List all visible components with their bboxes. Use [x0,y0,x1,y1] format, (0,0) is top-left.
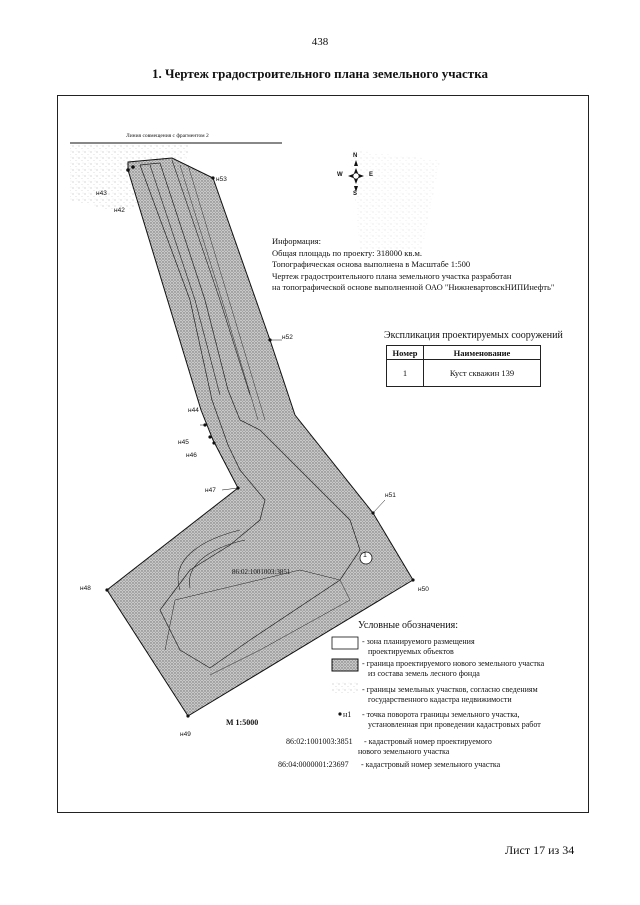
info-line: Топографическая основа выполнена в Масштабе 1:500 [272,259,471,269]
cell-number: 1 [387,360,424,387]
info-line: на топографической основе выполненной ОАО "НижневартовскНИПИнефть" [272,282,555,292]
info-block [272,236,554,294]
legend-symbols [320,634,360,744]
turn-point-n49 [186,714,189,717]
legend-code-existing: 86:04:0000001:23697 [278,760,349,769]
info-line: Чертеж градостроительного плана земельного участка разработан [272,270,512,281]
legend-item-zone: - зона планируемого размещения проектируемых объектов [362,637,475,656]
legend-item-existing-cadastral: - кадастровый номер земельного участка [361,760,501,769]
scale-label: М 1:5000 [226,718,259,727]
turn-point-n45 [208,435,211,438]
cell-name: Куст скважин 139 [424,360,541,387]
turn-point-n43 [131,165,135,169]
explication-table-wrap [386,345,541,387]
page-number: 438 [311,36,329,48]
compass-e: E [369,172,374,178]
compass-s: S [353,191,358,197]
point-label-n51: н51 [385,492,396,499]
legend-item-cadastral: - границы земельных участков, согласно сведениям государственного кадастра недвижимости [362,685,538,704]
legend-code-new: 86:02:1001003:3851 [286,737,353,746]
info-line: Общая площадь по проекту: 318000 кв.м. [272,247,422,258]
point-label-n46: н46 [186,452,197,459]
sheet-number: Лист 17 из 34 [505,843,575,857]
legend-title: Условные обозначения: [358,620,459,631]
turn-point-n46 [212,441,215,444]
cadastral-number-label: 86:02:1001003:3851 [232,568,291,576]
legend-swatch-zone [332,637,358,649]
point-label-n47: н47 [205,487,216,494]
legend-point-icon [338,712,341,715]
point-label-n44: н44 [188,407,199,414]
point-label-n53: н53 [216,176,227,183]
compass-n: N [353,153,358,159]
info-heading: Информация: [272,236,322,246]
legend-item-point: - точка поворота границы земельного участка, установленная при проведении кадастровых работ [362,710,541,729]
structure-marker-label: 1 [363,552,367,559]
col-header-number: Номер [387,346,424,360]
turn-point-n53 [211,176,214,179]
point-label-n48: н48 [80,585,91,592]
legend-swatch-cadastral [332,682,358,694]
point-label-n45: н45 [178,439,189,446]
table-row [387,360,541,387]
point-label-n50: н50 [418,586,429,593]
compass-w: W [337,172,343,178]
legend-item-new-cadastral: - кадастровый номер проектируемого нового земельного участка [358,737,492,756]
page-title: 1. Чертеж градостроительного плана земельного участка [151,66,488,81]
point-label-n49: н49 [180,731,191,738]
col-header-name: Наименование [424,346,541,360]
match-line-label: Линия совмещения с фрагментом 2 [126,133,209,139]
legend-point-symbol: н1 [343,710,352,719]
explication-title: Экспликация проектируемых сооружений [384,330,563,341]
legend-swatch-boundary [332,659,358,671]
turn-point-n50 [411,578,414,581]
explication-table [386,345,541,387]
turn-point-n48 [105,588,108,591]
point-label-n42: н42 [114,207,125,214]
point-label-n52: н52 [282,334,293,341]
point-label-n43: н43 [96,190,107,197]
legend-item-boundary: - граница проектируемого нового земельного участка из состава земель лесного фонда [362,659,545,678]
turn-point-n42 [126,168,130,172]
